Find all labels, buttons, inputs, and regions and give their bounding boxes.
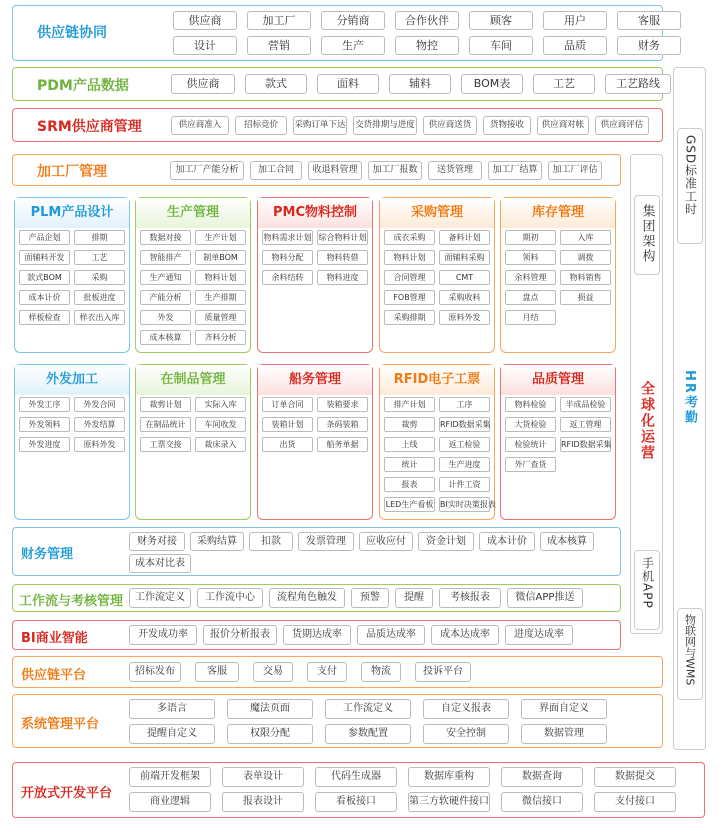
module-item[interactable]: 物料分配 bbox=[262, 250, 313, 265]
module-item[interactable]: 智能排产 bbox=[140, 250, 191, 265]
module-item[interactable]: 批板进度 bbox=[74, 290, 125, 305]
chip-item[interactable]: 供应商准入 bbox=[171, 116, 229, 135]
module-item[interactable]: 成衣采购 bbox=[384, 230, 435, 245]
module-item[interactable]: 原料外发 bbox=[439, 310, 490, 325]
chip-item[interactable]: 供应商对帐 bbox=[537, 116, 589, 135]
module-item[interactable]: 原料外发 bbox=[74, 437, 125, 452]
module-title: 外发加工 bbox=[15, 365, 129, 395]
module-title: 船务管理 bbox=[258, 365, 372, 395]
chip-item[interactable]: 分销商 bbox=[321, 11, 385, 30]
module-item[interactable]: RFID数据采集 bbox=[439, 417, 490, 432]
workflow-title: 工作流与考核管理 bbox=[19, 594, 124, 609]
mobile-app-box bbox=[634, 550, 660, 630]
module-item[interactable]: 车间收发 bbox=[195, 417, 246, 432]
module-item[interactable]: 外厂查货 bbox=[505, 457, 556, 472]
module-item[interactable]: 排产计划 bbox=[384, 397, 435, 412]
module-item[interactable]: 生产进度 bbox=[439, 457, 490, 472]
chip-item[interactable]: 提醒 bbox=[395, 588, 433, 608]
module-item[interactable]: 上线 bbox=[384, 437, 435, 452]
chip-item[interactable]: 顾客 bbox=[469, 11, 533, 30]
chip-item[interactable]: 车间 bbox=[469, 36, 533, 55]
iot-label bbox=[678, 614, 702, 689]
chip-item[interactable]: 预警 bbox=[351, 588, 389, 608]
module-item[interactable]: 物料计划 bbox=[195, 270, 246, 285]
global-ops-column bbox=[630, 154, 663, 634]
module-item[interactable]: 返工管理 bbox=[560, 417, 611, 432]
hr-text: HR考勤 bbox=[682, 370, 697, 425]
module-item[interactable]: 物料计划 bbox=[384, 250, 435, 265]
module-item[interactable]: 综合物料计划 bbox=[317, 230, 368, 245]
mobile-app-label bbox=[635, 557, 659, 613]
platform-panel bbox=[12, 656, 663, 688]
chip-item[interactable]: 数据查询 bbox=[501, 767, 583, 787]
bi-title: BI商业智能 bbox=[21, 631, 88, 646]
chip-item[interactable]: 第三方软硬件接口 bbox=[408, 792, 490, 812]
module-item[interactable]: 实际入库 bbox=[195, 397, 246, 412]
chip-item[interactable]: 收退料管理 bbox=[308, 161, 362, 180]
chip-item[interactable]: BOM表 bbox=[461, 74, 523, 94]
chip-item[interactable]: 工艺 bbox=[533, 74, 595, 94]
module-title: 库存管理 bbox=[501, 198, 615, 228]
module-item[interactable]: 样板检查 bbox=[19, 310, 70, 325]
module-item[interactable]: 裁剪 bbox=[384, 417, 435, 432]
chip-item[interactable]: 进度达成率 bbox=[505, 625, 573, 645]
chip-item[interactable]: 多语言 bbox=[129, 699, 215, 719]
module-item[interactable]: BI实时决策报表 bbox=[439, 497, 490, 512]
module-item[interactable]: 返工检验 bbox=[439, 437, 490, 452]
chip-item[interactable]: 表单设计 bbox=[222, 767, 304, 787]
platform-title: 供应链平台 bbox=[21, 668, 87, 683]
chip-item[interactable]: 工作流中心 bbox=[197, 588, 263, 608]
module-card bbox=[135, 197, 251, 353]
chip-item[interactable]: 参数配置 bbox=[325, 724, 411, 744]
module-item[interactable]: 工票交接 bbox=[140, 437, 191, 452]
finance-item[interactable]: 成本对比表 bbox=[129, 554, 191, 573]
module-item[interactable]: 采购 bbox=[74, 270, 125, 285]
module-item[interactable]: 排期 bbox=[74, 230, 125, 245]
module-title: PMC物料控制 bbox=[258, 198, 372, 228]
finance-item[interactable]: 发票管理 bbox=[298, 532, 354, 551]
module-item[interactable]: 生产排期 bbox=[195, 290, 246, 305]
module-item[interactable]: 订单合同 bbox=[262, 397, 313, 412]
pdm-title: PDM产品数据 bbox=[37, 78, 129, 94]
finance-item[interactable]: 采购结算 bbox=[190, 532, 244, 551]
chip-item[interactable]: 看板接口 bbox=[315, 792, 397, 812]
module-card bbox=[379, 364, 495, 520]
chip-item[interactable]: 加工厂评估 bbox=[548, 161, 602, 180]
module-item[interactable]: 制单BOM bbox=[195, 250, 246, 265]
module-item[interactable]: 期初 bbox=[505, 230, 556, 245]
module-item[interactable]: 生产计划 bbox=[195, 230, 246, 245]
module-title: 品质管理 bbox=[501, 365, 615, 395]
chip-item[interactable]: 加工合同 bbox=[250, 161, 302, 180]
module-item[interactable]: 合同管理 bbox=[384, 270, 435, 285]
module-item[interactable]: 产品企划 bbox=[19, 230, 70, 245]
module-card bbox=[135, 364, 251, 520]
chip-item[interactable]: 供应商 bbox=[173, 11, 237, 30]
module-item[interactable]: 大货检验 bbox=[505, 417, 556, 432]
global-ops-text: 全球化运营 bbox=[639, 381, 655, 461]
chip-item[interactable]: 交货排期与进度 bbox=[353, 116, 417, 135]
module-item[interactable]: 条码装箱 bbox=[317, 417, 368, 432]
module-item[interactable]: 数据对接 bbox=[140, 230, 191, 245]
module-item[interactable]: 外发结算 bbox=[74, 417, 125, 432]
module-item[interactable]: 外发领料 bbox=[19, 417, 70, 432]
finance-item[interactable]: 扣款 bbox=[249, 532, 293, 551]
module-item[interactable]: 半成品检验 bbox=[560, 397, 611, 412]
chip-item[interactable]: 客服 bbox=[195, 662, 239, 682]
module-item[interactable]: RFID数据采集 bbox=[560, 437, 611, 452]
chip-item[interactable]: 报表设计 bbox=[222, 792, 304, 812]
group-arch-box bbox=[634, 195, 660, 275]
module-item[interactable]: 计件工资 bbox=[439, 477, 490, 492]
module-title: 在制品管理 bbox=[136, 365, 250, 395]
module-item[interactable]: 调拨 bbox=[560, 250, 611, 265]
chip-item[interactable]: 采购订单下达 bbox=[293, 116, 347, 135]
module-item[interactable]: 采购排期 bbox=[384, 310, 435, 325]
chip-item[interactable]: 代码生成器 bbox=[315, 767, 397, 787]
module-item[interactable]: 生产通知 bbox=[140, 270, 191, 285]
mobile-app-text: 手机APP bbox=[640, 557, 655, 609]
module-item[interactable]: 面辅料采购 bbox=[439, 250, 490, 265]
module-item[interactable]: 裁剪计划 bbox=[140, 397, 191, 412]
finance-panel bbox=[12, 527, 621, 576]
module-item[interactable]: 物料进度 bbox=[317, 270, 368, 285]
module-item[interactable]: 统计 bbox=[384, 457, 435, 472]
chip-item[interactable]: 数据管理 bbox=[521, 724, 607, 744]
supply-chain-collab-panel bbox=[12, 5, 663, 61]
chip-item[interactable]: 交易 bbox=[253, 662, 293, 682]
module-item[interactable]: 在制品统计 bbox=[140, 417, 191, 432]
module-item[interactable]: 成本计价 bbox=[19, 290, 70, 305]
chip-item[interactable]: 物控 bbox=[395, 36, 459, 55]
chip-item[interactable]: 招标竞价 bbox=[235, 116, 287, 135]
srm-title: SRM供应商管理 bbox=[37, 119, 142, 135]
module-title: 采购管理 bbox=[380, 198, 494, 228]
system-mgmt-title: 系统管理平台 bbox=[21, 717, 100, 732]
module-item[interactable]: 裁床录入 bbox=[195, 437, 246, 452]
chip-item[interactable]: 魔法页面 bbox=[227, 699, 313, 719]
finance-item[interactable]: 资金计划 bbox=[418, 532, 474, 551]
module-item[interactable]: 检验统计 bbox=[505, 437, 556, 452]
chip-item[interactable]: 用户 bbox=[543, 11, 607, 30]
finance-item[interactable]: 财务对接 bbox=[129, 532, 185, 551]
chip-item[interactable]: 款式 bbox=[245, 74, 307, 94]
module-card bbox=[14, 364, 130, 520]
module-item[interactable]: 齐料分析 bbox=[195, 330, 246, 345]
module-item[interactable]: 产能分析 bbox=[140, 290, 191, 305]
chip-item[interactable]: 支付 bbox=[307, 662, 347, 682]
module-item[interactable]: FOB管理 bbox=[384, 290, 435, 305]
chip-item[interactable]: 流程角色触发 bbox=[269, 588, 345, 608]
chip-item[interactable]: 安全控制 bbox=[423, 724, 509, 744]
module-item[interactable]: 面辅料开发 bbox=[19, 250, 70, 265]
module-item[interactable]: 装箱计划 bbox=[262, 417, 313, 432]
group-arch-label bbox=[635, 204, 659, 268]
chip-item[interactable]: 数据库重构 bbox=[408, 767, 490, 787]
chip-item[interactable]: 报价分析报表 bbox=[203, 625, 277, 645]
finance-item[interactable]: 应收应付 bbox=[359, 532, 413, 551]
module-card bbox=[379, 197, 495, 353]
bi-panel bbox=[12, 620, 621, 650]
module-title: 生产管理 bbox=[136, 198, 250, 228]
hr-column bbox=[673, 67, 706, 750]
chip-item[interactable]: 物流 bbox=[361, 662, 401, 682]
module-item[interactable]: LED生产看板 bbox=[384, 497, 435, 512]
module-card bbox=[14, 197, 130, 353]
chip-item[interactable]: 微信接口 bbox=[501, 792, 583, 812]
chip-item[interactable]: 工作流定义 bbox=[129, 588, 191, 608]
chip-item[interactable]: 投诉平台 bbox=[415, 662, 471, 682]
chip-item[interactable]: 界面自定义 bbox=[521, 699, 607, 719]
module-item[interactable]: CMT bbox=[439, 270, 490, 285]
module-item[interactable]: 船务单据 bbox=[317, 437, 368, 452]
chip-item[interactable]: 开发成功率 bbox=[129, 625, 197, 645]
chip-item[interactable]: 营销 bbox=[247, 36, 311, 55]
chip-item[interactable]: 供应商 bbox=[171, 74, 235, 94]
chip-item[interactable]: 加工厂 bbox=[247, 11, 311, 30]
chip-item[interactable]: 工作流定义 bbox=[325, 699, 411, 719]
open-dev-panel bbox=[12, 762, 705, 818]
group-arch-text: 集团架构 bbox=[639, 204, 655, 264]
module-item[interactable]: 质量管理 bbox=[195, 310, 246, 325]
module-item[interactable]: 备料计划 bbox=[439, 230, 490, 245]
module-title: RFID电子工票 bbox=[380, 365, 494, 395]
factory-panel bbox=[12, 154, 621, 186]
chip-item[interactable]: 微信APP推送 bbox=[507, 588, 583, 608]
module-title: PLM产品设计 bbox=[15, 198, 129, 228]
chip-item[interactable]: 合作伙伴 bbox=[395, 11, 459, 30]
module-item[interactable]: 样衣出入库 bbox=[74, 310, 125, 325]
module-item[interactable]: 工艺 bbox=[74, 250, 125, 265]
iot-box bbox=[677, 608, 703, 700]
chip-item[interactable]: 提醒自定义 bbox=[129, 724, 215, 744]
module-item[interactable]: 报表 bbox=[384, 477, 435, 492]
module-item[interactable]: 外发进度 bbox=[19, 437, 70, 452]
finance-item[interactable]: 成本核算 bbox=[540, 532, 594, 551]
module-item[interactable]: 外发 bbox=[140, 310, 191, 325]
chip-item[interactable]: 商业逻辑 bbox=[129, 792, 211, 812]
hr-label bbox=[674, 370, 705, 429]
gsd-box bbox=[677, 128, 703, 244]
module-item[interactable]: 外发合同 bbox=[74, 397, 125, 412]
chip-item[interactable]: 品质 bbox=[543, 36, 607, 55]
chip-item[interactable]: 财务 bbox=[617, 36, 681, 55]
chip-item[interactable]: 供应商评估 bbox=[595, 116, 649, 135]
srm-panel bbox=[12, 108, 663, 142]
module-card bbox=[257, 364, 373, 520]
finance-title: 财务管理 bbox=[21, 547, 74, 562]
module-item[interactable]: 外发工序 bbox=[19, 397, 70, 412]
pdm-panel bbox=[12, 67, 663, 101]
module-item[interactable]: 工序 bbox=[439, 397, 490, 412]
module-item[interactable]: 采购收料 bbox=[439, 290, 490, 305]
module-item[interactable]: 余料管理 bbox=[505, 270, 556, 285]
global-ops-label bbox=[631, 381, 662, 465]
module-item[interactable]: 月结 bbox=[505, 310, 556, 325]
chip-item[interactable]: 数据提交 bbox=[594, 767, 676, 787]
module-item[interactable]: 成本核算 bbox=[140, 330, 191, 345]
chip-item[interactable]: 辅料 bbox=[389, 74, 451, 94]
finance-item[interactable]: 成本计价 bbox=[479, 532, 535, 551]
chip-item[interactable]: 设计 bbox=[173, 36, 237, 55]
chip-item[interactable]: 自定义报表 bbox=[423, 699, 509, 719]
gsd-text: GSD标准工时 bbox=[683, 135, 698, 217]
workflow-panel bbox=[12, 584, 621, 612]
module-item[interactable]: 余料结转 bbox=[262, 270, 313, 285]
chip-item[interactable]: 考核报表 bbox=[439, 588, 501, 608]
module-item[interactable]: 款式BOM bbox=[19, 270, 70, 285]
module-item[interactable]: 损益 bbox=[560, 290, 611, 305]
chip-item[interactable]: 加工厂结算 bbox=[488, 161, 542, 180]
module-item[interactable]: 领料 bbox=[505, 250, 556, 265]
module-item[interactable]: 装箱要求 bbox=[317, 397, 368, 412]
chip-item[interactable]: 工艺路线 bbox=[605, 74, 671, 94]
chip-item[interactable]: 加工厂产能分析 bbox=[170, 161, 244, 180]
chip-item[interactable]: 货期达成率 bbox=[283, 625, 351, 645]
chip-item[interactable]: 加工厂报数 bbox=[368, 161, 422, 180]
gsd-label bbox=[678, 135, 702, 220]
chip-item[interactable]: 供应商送货 bbox=[423, 116, 477, 135]
chip-item[interactable]: 权限分配 bbox=[227, 724, 313, 744]
chip-item[interactable]: 客服 bbox=[617, 11, 681, 30]
module-item[interactable]: 入库 bbox=[560, 230, 611, 245]
chip-item[interactable]: 前端开发框架 bbox=[129, 767, 211, 787]
module-card bbox=[500, 197, 616, 353]
factory-title: 加工厂管理 bbox=[37, 164, 107, 180]
system-mgmt-panel bbox=[12, 694, 663, 748]
chip-item[interactable]: 生产 bbox=[321, 36, 385, 55]
chip-item[interactable]: 招标发布 bbox=[129, 662, 181, 682]
chip-item[interactable]: 品质达成率 bbox=[357, 625, 425, 645]
module-item[interactable]: 物料销售 bbox=[560, 270, 611, 285]
supply-chain-collab-title: 供应链协同 bbox=[37, 25, 107, 41]
chip-item[interactable]: 送货管理 bbox=[428, 161, 482, 180]
chip-item[interactable]: 面料 bbox=[317, 74, 379, 94]
module-item[interactable]: 物料转借 bbox=[317, 250, 368, 265]
open-dev-title: 开放式开发平台 bbox=[21, 786, 113, 801]
module-item[interactable]: 出货 bbox=[262, 437, 313, 452]
chip-item[interactable]: 成本达成率 bbox=[431, 625, 499, 645]
chip-item[interactable]: 支付接口 bbox=[594, 792, 676, 812]
iot-text: 物联网与WMS bbox=[683, 614, 697, 686]
module-card bbox=[257, 197, 373, 353]
chip-item[interactable]: 货物接收 bbox=[483, 116, 531, 135]
module-card bbox=[500, 364, 616, 520]
module-item[interactable]: 物料需求计划 bbox=[262, 230, 313, 245]
module-item[interactable]: 盘点 bbox=[505, 290, 556, 305]
module-item[interactable]: 物料检验 bbox=[505, 397, 556, 412]
